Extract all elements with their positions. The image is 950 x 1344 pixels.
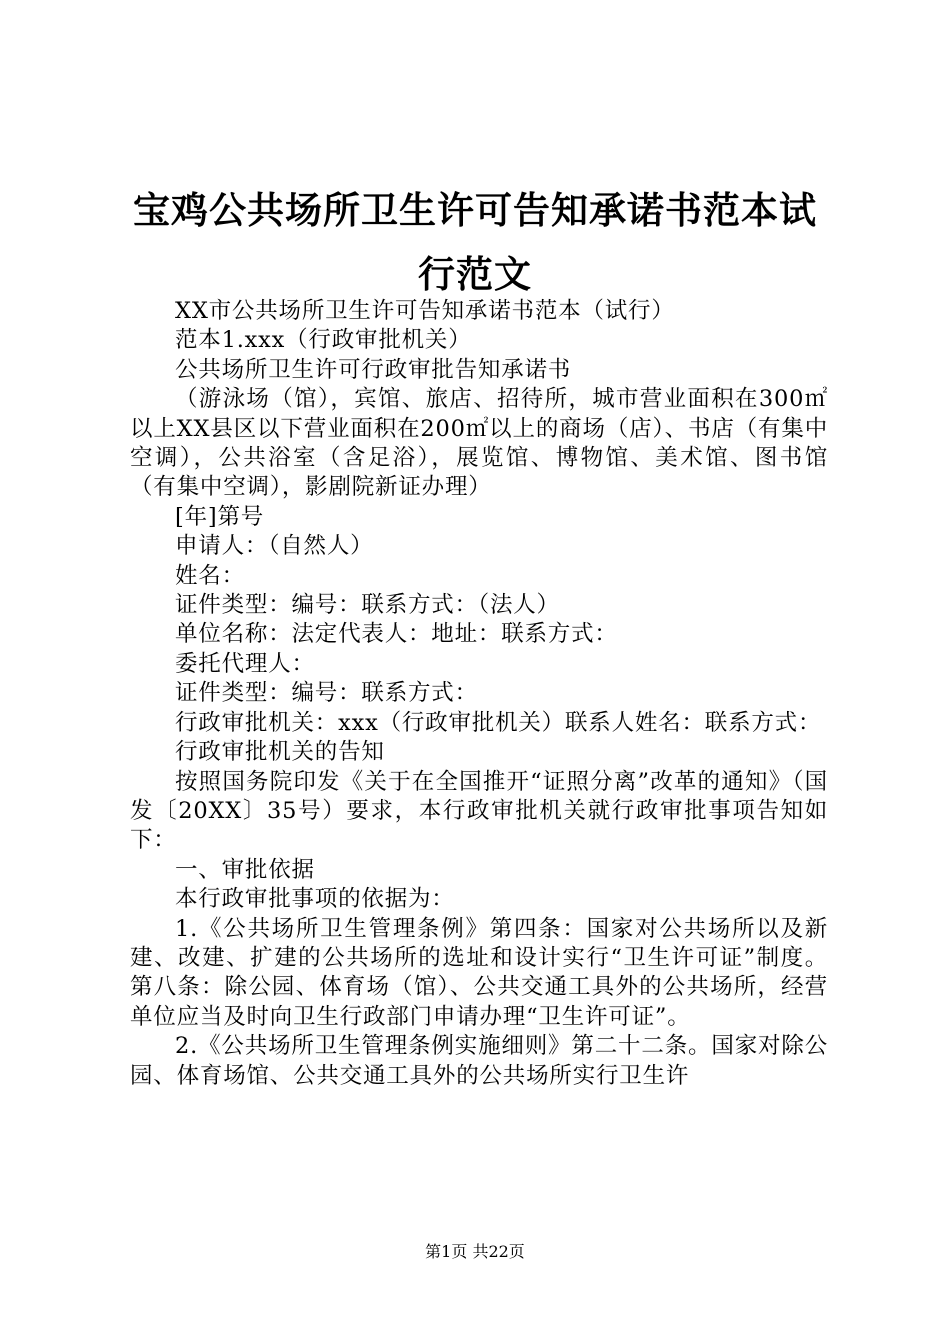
paragraph: 证件类型：编号：联系方式： bbox=[175, 680, 478, 707]
paragraph: 公共场所卫生许可行政审批告知承诺书 bbox=[175, 356, 572, 383]
paragraph: 一、审批依据 bbox=[175, 856, 315, 883]
paragraph: 按照国务院印发《关于在全国推开“证照分离”改革的通知》（国发〔20XX〕35号）要求，本行政审批机关就行政审批事项告知如下： bbox=[130, 768, 828, 854]
document-body bbox=[130, 297, 828, 1091]
paragraph: 1.《公共场所卫生管理条例》第四条：国家对公共场所以及新建、改建、扩建的公共场所的选址和设计实行“卫生许可证”制度。第八条：除公园、体育场（馆）、公共交通工具外的公共场所，经营单位应当及时向卫生行政部门申请办理“卫生许可证”。 bbox=[130, 915, 828, 1030]
paragraph: 姓名： bbox=[175, 562, 245, 589]
paragraph: 范本1.xxx（行政审批机关） bbox=[175, 327, 472, 354]
paragraph: [年]第号 bbox=[175, 503, 265, 530]
paragraph: 本行政审批事项的依据为： bbox=[175, 886, 455, 913]
paragraph: 行政审批机关：xxx（行政审批机关）联系人姓名：联系方式： bbox=[175, 709, 822, 736]
paragraph: 单位名称：法定代表人：地址：联系方式： bbox=[175, 621, 618, 648]
document-title: 宝鸡公共场所卫生许可告知承诺书范本试行范文 bbox=[133, 188, 817, 296]
page-footer: 第1页 共22页 bbox=[425, 1242, 525, 1261]
paragraph: （游泳场（馆），宾馆、旅店、招待所，城市营业面积在300㎡以上XX县区以下营业面积在200㎡以上的商场（店）、书店（有集中空调），公共浴室（含足浴），展览馆、博物馆、美术馆、图书馆（有集中空调），影剧院新证办理） bbox=[130, 386, 828, 501]
paragraph: XX市公共场所卫生许可告知承诺书范本（试行） bbox=[175, 298, 675, 324]
paragraph: 证件类型：编号：联系方式：（法人） bbox=[175, 592, 560, 619]
paragraph: 申请人：（自然人） bbox=[175, 533, 374, 560]
paragraph: 行政审批机关的告知 bbox=[175, 739, 385, 766]
paragraph: 2.《公共场所卫生管理条例实施细则》第二十二条。国家对除公园、体育场馆、公共交通工具外的公共场所实行卫生许 bbox=[130, 1033, 828, 1089]
paragraph: 委托代理人： bbox=[175, 650, 315, 677]
